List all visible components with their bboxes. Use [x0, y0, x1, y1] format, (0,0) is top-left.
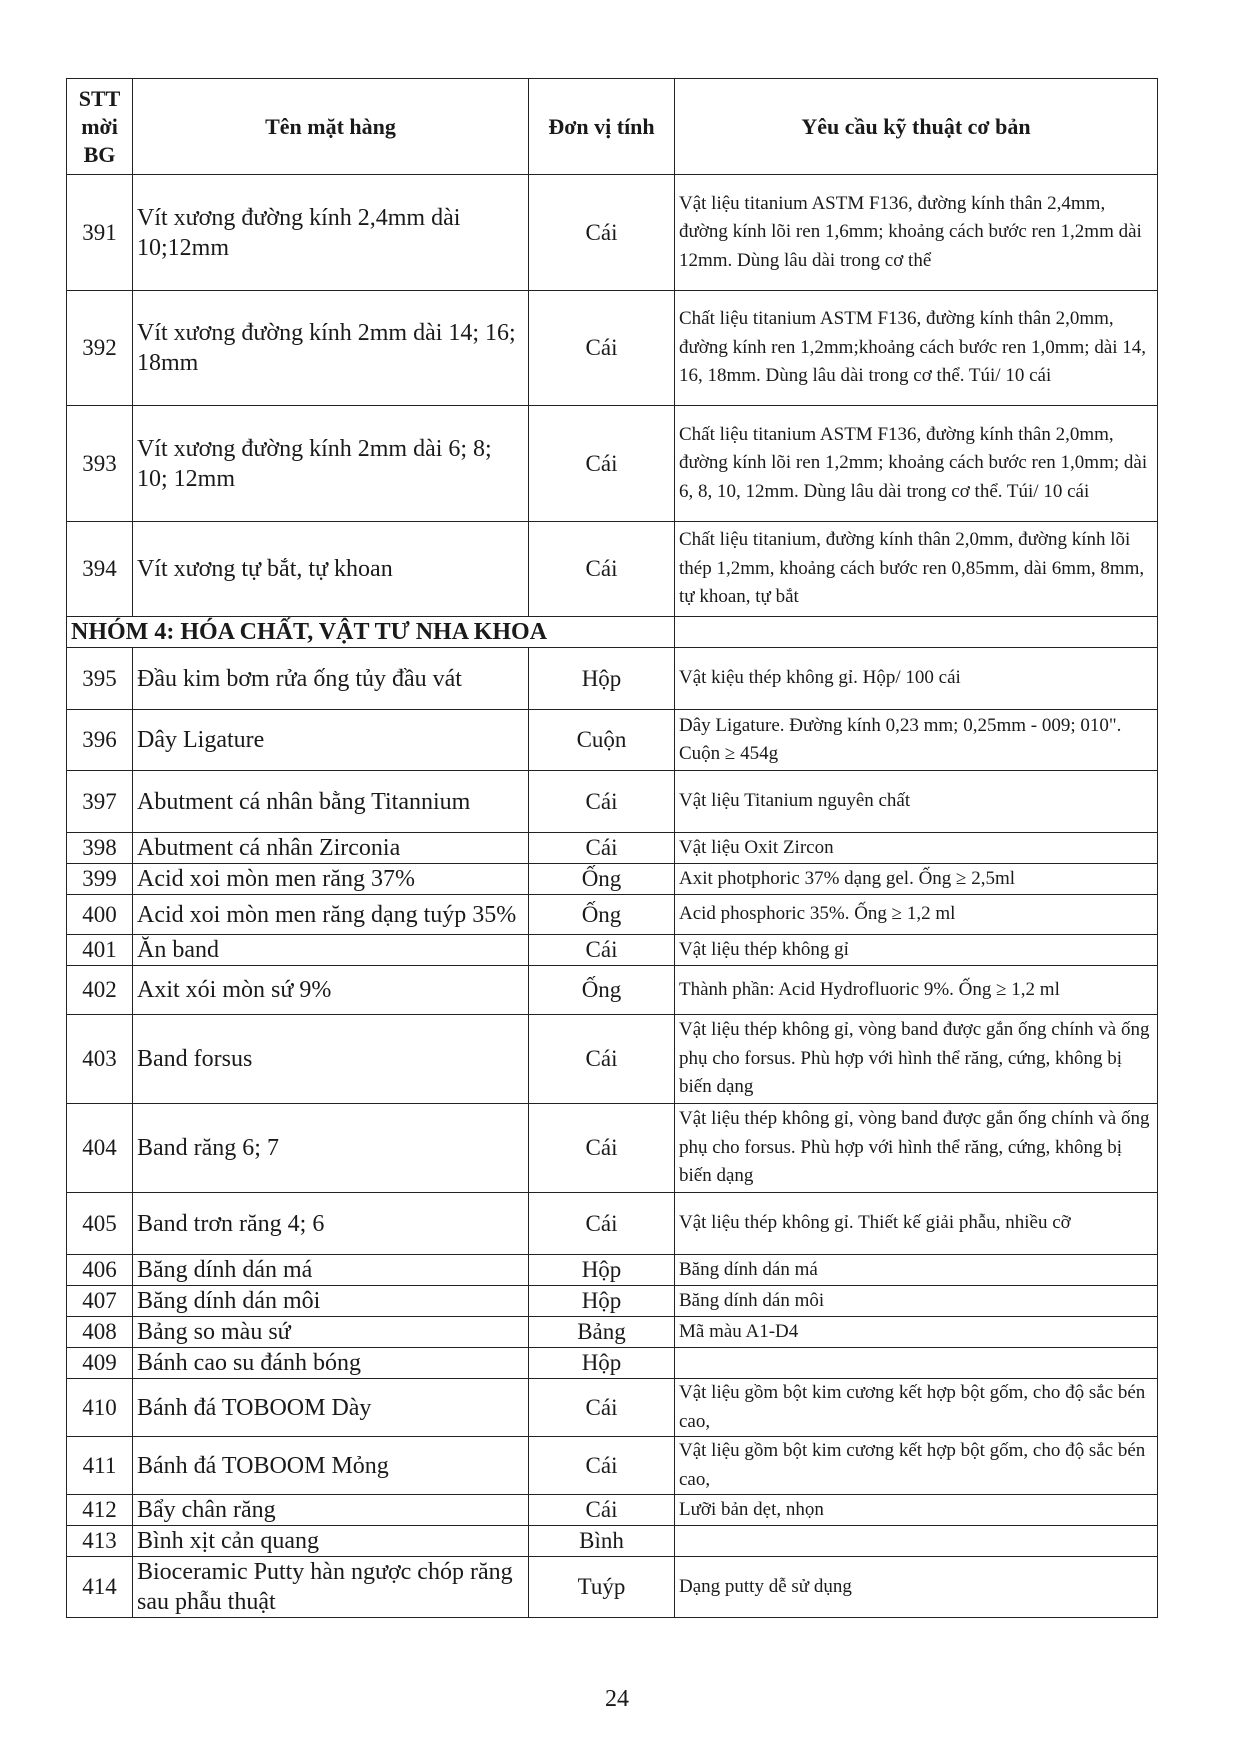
name-cell: Vít xương tự bắt, tự khoan	[133, 522, 529, 617]
unit-cell: Cái	[529, 771, 675, 833]
stt-cell: 400	[67, 895, 133, 935]
stt-cell: 412	[67, 1495, 133, 1526]
stt-cell: 413	[67, 1526, 133, 1557]
stt-cell: 414	[67, 1557, 133, 1618]
unit-cell: Cái	[529, 1193, 675, 1255]
name-cell: Đầu kim bơm rửa ống tủy đầu vát	[133, 648, 529, 710]
unit-cell: Cái	[529, 1437, 675, 1495]
spec-cell: Vật liệu gồm bột kim cương kết hợp bột gốm, cho độ sắc bén cao,	[675, 1379, 1158, 1437]
unit-cell: Cái	[529, 175, 675, 291]
stt-cell: 393	[67, 406, 133, 522]
group-row	[67, 617, 1158, 648]
table-row	[67, 895, 1158, 935]
name-cell: Axit xói mòn sứ 9%	[133, 966, 529, 1015]
table-row	[67, 771, 1158, 833]
unit-cell: Bình	[529, 1526, 675, 1557]
table-row	[67, 833, 1158, 864]
table-row	[67, 648, 1158, 710]
stt-cell: 401	[67, 935, 133, 966]
table-row	[67, 175, 1158, 291]
spec-cell: Lưỡi bản dẹt, nhọn	[675, 1495, 1158, 1526]
stt-cell: 402	[67, 966, 133, 1015]
stt-cell: 410	[67, 1379, 133, 1437]
unit-cell: Cái	[529, 935, 675, 966]
unit-cell: Cái	[529, 291, 675, 406]
header-stt: STT mời BG	[67, 79, 133, 175]
spec-cell: Vật liệu thép không gỉ. Thiết kế giải phẫu, nhiều cỡ	[675, 1193, 1158, 1255]
spec-cell: Vật kiệu thép không gỉ. Hộp/ 100 cái	[675, 648, 1158, 710]
spec-cell: Vật liệu Oxit Zircon	[675, 833, 1158, 864]
name-cell: Băng dính dán má	[133, 1255, 529, 1286]
table-row	[67, 1348, 1158, 1379]
spec-cell: Dạng putty dễ sử dụng	[675, 1557, 1158, 1618]
table-row	[67, 710, 1158, 771]
stt-cell: 394	[67, 522, 133, 617]
stt-cell: 408	[67, 1317, 133, 1348]
name-cell: Bảng so màu sứ	[133, 1317, 529, 1348]
table-row	[67, 1437, 1158, 1495]
name-cell: Vít xương đường kính 2mm dài 14; 16; 18mm	[133, 291, 529, 406]
table-row	[67, 1015, 1158, 1104]
name-cell: Bioceramic Putty hàn ngược chóp răng sau phẫu thuật	[133, 1557, 529, 1618]
header-unit: Đơn vị tính	[529, 79, 675, 175]
stt-cell: 406	[67, 1255, 133, 1286]
table-header-row	[67, 79, 1158, 175]
stt-cell: 403	[67, 1015, 133, 1104]
name-cell: Bánh đá TOBOOM Mỏng	[133, 1437, 529, 1495]
spec-cell: Thành phần: Acid Hydrofluoric 9%. Ống ≥ 1,2 ml	[675, 966, 1158, 1015]
table-row	[67, 406, 1158, 522]
unit-cell: Cái	[529, 1495, 675, 1526]
unit-cell: Cuộn	[529, 710, 675, 771]
name-cell: Abutment cá nhân Zirconia	[133, 833, 529, 864]
spec-cell: Axit photphoric 37% dạng gel. Ống ≥ 2,5ml	[675, 864, 1158, 895]
unit-cell: Ống	[529, 966, 675, 1015]
table-row	[67, 1379, 1158, 1437]
unit-cell: Cái	[529, 1015, 675, 1104]
table-row	[67, 1286, 1158, 1317]
name-cell: Acid xoi mòn men răng dạng tuýp 35%	[133, 895, 529, 935]
unit-cell: Hộp	[529, 648, 675, 710]
spec-cell: Băng dính dán môi	[675, 1286, 1158, 1317]
name-cell: Ăn band	[133, 935, 529, 966]
name-cell: Band forsus	[133, 1015, 529, 1104]
header-name: Tên mặt hàng	[133, 79, 529, 175]
table-row	[67, 966, 1158, 1015]
stt-cell: 397	[67, 771, 133, 833]
name-cell: Band trơn răng 4; 6	[133, 1193, 529, 1255]
table-row	[67, 1193, 1158, 1255]
unit-cell: Hộp	[529, 1286, 675, 1317]
name-cell: Vít xương đường kính 2mm dài 6; 8; 10; 12mm	[133, 406, 529, 522]
stt-cell: 391	[67, 175, 133, 291]
unit-cell: Ống	[529, 895, 675, 935]
spec-cell: Mã màu A1-D4	[675, 1317, 1158, 1348]
table-row	[67, 1557, 1158, 1618]
name-cell: Band răng 6; 7	[133, 1104, 529, 1193]
name-cell: Băng dính dán môi	[133, 1286, 529, 1317]
stt-cell: 407	[67, 1286, 133, 1317]
spec-cell: Vật liệu Titanium nguyên chất	[675, 771, 1158, 833]
name-cell: Acid xoi mòn men răng 37%	[133, 864, 529, 895]
stt-cell: 399	[67, 864, 133, 895]
table-row	[67, 291, 1158, 406]
header-spec: Yêu cầu kỹ thuật cơ bản	[675, 79, 1158, 175]
spec-cell	[675, 1348, 1158, 1379]
materials-table	[66, 78, 1158, 1618]
table-row	[67, 1317, 1158, 1348]
name-cell: Dây Ligature	[133, 710, 529, 771]
stt-cell: 398	[67, 833, 133, 864]
table-row	[67, 935, 1158, 966]
name-cell: Bánh đá TOBOOM Dày	[133, 1379, 529, 1437]
group-title: NHÓM 4: HÓA CHẤT, VẬT TƯ NHA KHOA	[67, 617, 675, 648]
unit-cell: Cái	[529, 1104, 675, 1193]
unit-cell: Bảng	[529, 1317, 675, 1348]
unit-cell: Cái	[529, 406, 675, 522]
stt-cell: 396	[67, 710, 133, 771]
name-cell: Vít xương đường kính 2,4mm dài 10;12mm	[133, 175, 529, 291]
unit-cell: Tuýp	[529, 1557, 675, 1618]
spec-cell: Acid phosphoric 35%. Ống ≥ 1,2 ml	[675, 895, 1158, 935]
table-row	[67, 1255, 1158, 1286]
stt-cell: 409	[67, 1348, 133, 1379]
page-number: 24	[605, 1686, 629, 1712]
table-row	[67, 522, 1158, 617]
spec-cell: Vật liệu gồm bột kim cương kết hợp bột gốm, cho độ sắc bén cao,	[675, 1437, 1158, 1495]
unit-cell: Hộp	[529, 1255, 675, 1286]
spec-cell: Vật liệu titanium ASTM F136, đường kính thân 2,4mm, đường kính lõi ren 1,6mm; khoảng cách bước ren 1,2mm dài 12mm. Dùng lâu dài trong cơ thể	[675, 175, 1158, 291]
stt-cell: 395	[67, 648, 133, 710]
spec-cell: Dây Ligature. Đường kính 0,23 mm; 0,25mm - 009; 010". Cuộn ≥ 454g	[675, 710, 1158, 771]
spec-cell	[675, 1526, 1158, 1557]
name-cell: Abutment cá nhân bằng Titannium	[133, 771, 529, 833]
spec-cell: Chất liệu titanium ASTM F136, đường kính thân 2,0mm, đường kính lõi ren 1,2mm; khoảng cách bước ren 1,0mm; dài 6, 8, 10, 12mm. Dùng lâu dài trong cơ thể. Túi/ 10 cái	[675, 406, 1158, 522]
stt-cell: 404	[67, 1104, 133, 1193]
unit-cell: Cái	[529, 833, 675, 864]
unit-cell: Cái	[529, 1379, 675, 1437]
table-row	[67, 1526, 1158, 1557]
table-row	[67, 864, 1158, 895]
spec-cell: Chất liệu titanium ASTM F136, đường kính thân 2,0mm, đường kính ren 1,2mm;khoảng cách bước ren 1,0mm; dài 14, 16, 18mm. Dùng lâu dài trong cơ thể. Túi/ 10 cái	[675, 291, 1158, 406]
name-cell: Bình xịt cản quang	[133, 1526, 529, 1557]
spec-cell: Vật liệu thép không gỉ, vòng band được gắn ống chính và ống phụ cho forsus. Phù hợp với hình thể răng, cứng, không bị biến dạng	[675, 1104, 1158, 1193]
stt-cell: 405	[67, 1193, 133, 1255]
spec-cell: Chất liệu titanium, đường kính thân 2,0mm, đường kính lõi thép 1,2mm, khoảng cách bước ren 0,85mm, dài 6mm, 8mm, tự khoan, tự bắt	[675, 522, 1158, 617]
unit-cell: Cái	[529, 522, 675, 617]
stt-cell: 411	[67, 1437, 133, 1495]
group-spec-cell	[675, 617, 1158, 648]
unit-cell: Ống	[529, 864, 675, 895]
spec-cell: Băng dính dán má	[675, 1255, 1158, 1286]
table-row	[67, 1104, 1158, 1193]
spec-cell: Vật liệu thép không gỉ, vòng band được gắn ống chính và ống phụ cho forsus. Phù hợp với hình thể răng, cứng, không bị biến dạng	[675, 1015, 1158, 1104]
unit-cell: Hộp	[529, 1348, 675, 1379]
table-row	[67, 1495, 1158, 1526]
spec-cell: Vật liệu thép không gỉ	[675, 935, 1158, 966]
name-cell: Bẩy chân răng	[133, 1495, 529, 1526]
name-cell: Bánh cao su đánh bóng	[133, 1348, 529, 1379]
stt-cell: 392	[67, 291, 133, 406]
